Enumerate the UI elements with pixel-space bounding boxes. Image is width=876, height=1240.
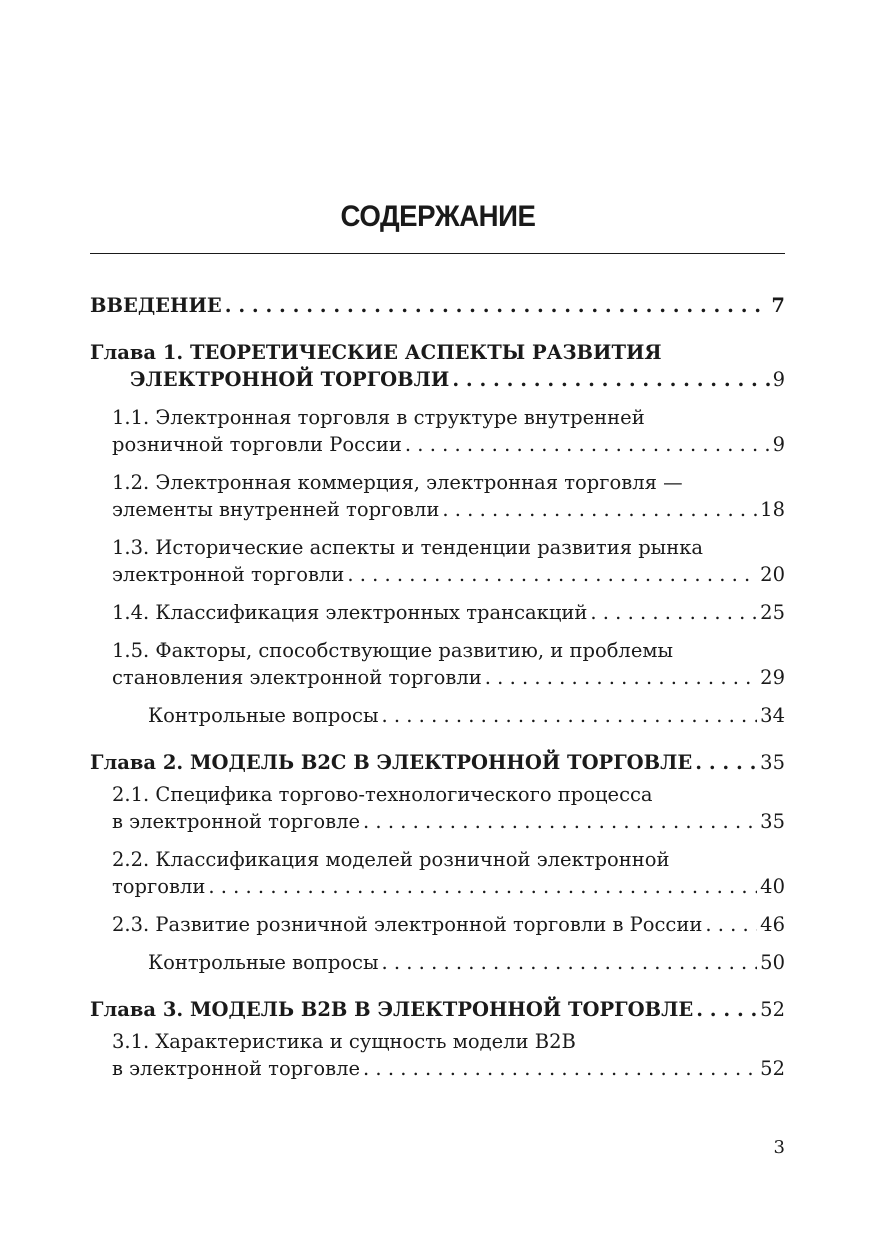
toc-entry-title-cont: в электронной торговле: [112, 810, 361, 833]
toc-leader-dots: [381, 702, 757, 729]
toc-entry-title: 3.1. Характеристика и сущность модели B2B: [112, 1030, 576, 1053]
toc-entry-title: 2.2. Классификация моделей розничной электронной: [112, 848, 670, 871]
toc-entry-title-cont: электронной торговли: [112, 563, 345, 586]
toc-leader-dots: [363, 808, 757, 835]
toc-page-number: 9: [772, 368, 785, 391]
toc-leader-dots: [225, 292, 769, 319]
toc-page-number: 25: [760, 601, 785, 624]
toc-leader-dots: [363, 1055, 757, 1082]
toc-leader-dots: [452, 366, 769, 393]
toc-entry-section-2-2[interactable]: [90, 846, 785, 900]
toc-entry-section-1-1[interactable]: [90, 404, 785, 458]
page-number: 3: [773, 1137, 785, 1158]
toc-entry-chapter-2[interactable]: [90, 749, 785, 776]
toc-page-number: 20: [760, 563, 785, 586]
toc-leader-dots: [381, 949, 757, 976]
toc-leader-dots: [695, 749, 757, 776]
toc-entry-introduction[interactable]: [90, 292, 785, 319]
toc-page-number: 35: [760, 810, 785, 833]
toc-leader-dots: [208, 873, 757, 900]
toc-entry-title-cont: становления электронной торговли: [112, 666, 482, 689]
toc-entry-questions-2[interactable]: [90, 949, 785, 976]
toc-page-number: 9: [772, 433, 785, 456]
toc-page-number: 46: [760, 913, 785, 936]
toc-entry-title: 2.1. Специфика торгово-технологического процесса: [112, 783, 653, 806]
toc-page-number: 50: [760, 951, 785, 974]
toc-entry-title-cont: в электронной торговле: [112, 1057, 361, 1080]
toc-leader-dots: [696, 996, 757, 1023]
toc-leader-dots: [485, 664, 757, 691]
toc-leader-dots: [405, 431, 770, 458]
toc-page-number: 40: [760, 875, 785, 898]
toc-entry-section-1-2[interactable]: [90, 469, 785, 523]
toc-entry-title: 1.5. Факторы, способствующие развитию, и проблемы: [112, 639, 674, 662]
toc-entry-section-2-1[interactable]: [90, 781, 785, 835]
toc-entry-title: Контрольные вопросы: [148, 951, 379, 974]
toc-entry-title: 1.3. Исторические аспекты и тенденции развития рынка: [112, 536, 704, 559]
toc-entry-title: 1.1. Электронная торговля в структуре внутренней: [112, 406, 645, 429]
toc-entry-title-cont: элементы внутренней торговли: [112, 498, 440, 521]
toc-entry-title-cont: розничной торговли России: [112, 433, 402, 456]
toc-leader-dots: [705, 911, 757, 938]
title-divider: [90, 253, 785, 254]
toc-page-number: 7: [771, 294, 785, 317]
page-title: СОДЕРЖАНИЕ: [340, 200, 536, 233]
toc-page-number: 52: [760, 998, 785, 1021]
toc-entry-section-3-1[interactable]: [90, 1028, 785, 1082]
toc-entry-title: Контрольные вопросы: [148, 704, 379, 727]
toc-entry-title: 1.2. Электронная коммерция, электронная торговля —: [112, 471, 683, 494]
table-of-contents: [90, 292, 785, 1082]
toc-entry-section-1-3[interactable]: [90, 534, 785, 588]
toc-leader-dots: [347, 561, 757, 588]
toc-page-number: 34: [760, 704, 785, 727]
toc-leader-dots: [590, 599, 757, 626]
toc-entry-title-cont: ЭЛЕКТРОННОЙ ТОРГОВЛИ: [130, 368, 450, 391]
toc-entry-title: Глава 2. МОДЕЛЬ B2C В ЭЛЕКТРОННОЙ ТОРГОВЛЕ: [90, 751, 693, 774]
toc-page-number: 52: [760, 1057, 785, 1080]
toc-page-number: 35: [760, 751, 785, 774]
toc-entry-title: Глава 3. МОДЕЛЬ B2B В ЭЛЕКТРОННОЙ ТОРГОВЛЕ: [90, 998, 694, 1021]
toc-entry-chapter-3[interactable]: [90, 996, 785, 1023]
toc-page-number: 29: [760, 666, 785, 689]
toc-entry-chapter-1[interactable]: [90, 339, 785, 393]
toc-entry-section-1-4[interactable]: [90, 599, 785, 626]
toc-entry-questions-1[interactable]: [90, 702, 785, 729]
toc-entry-title: ВВЕДЕНИЕ: [90, 294, 222, 317]
toc-entry-title-cont: торговли: [112, 875, 206, 898]
toc-entry-title: Глава 1. ТЕОРЕТИЧЕСКИЕ АСПЕКТЫ РАЗВИТИЯ: [90, 341, 662, 364]
toc-entry-section-2-3[interactable]: [90, 911, 785, 938]
toc-leader-dots: [442, 496, 757, 523]
toc-entry-title: 2.3. Развитие розничной электронной торговли в России: [112, 913, 703, 936]
toc-entry-section-1-5[interactable]: [90, 637, 785, 691]
toc-entry-title: 1.4. Классификация электронных трансакций: [112, 601, 588, 624]
toc-page-number: 18: [760, 498, 785, 521]
